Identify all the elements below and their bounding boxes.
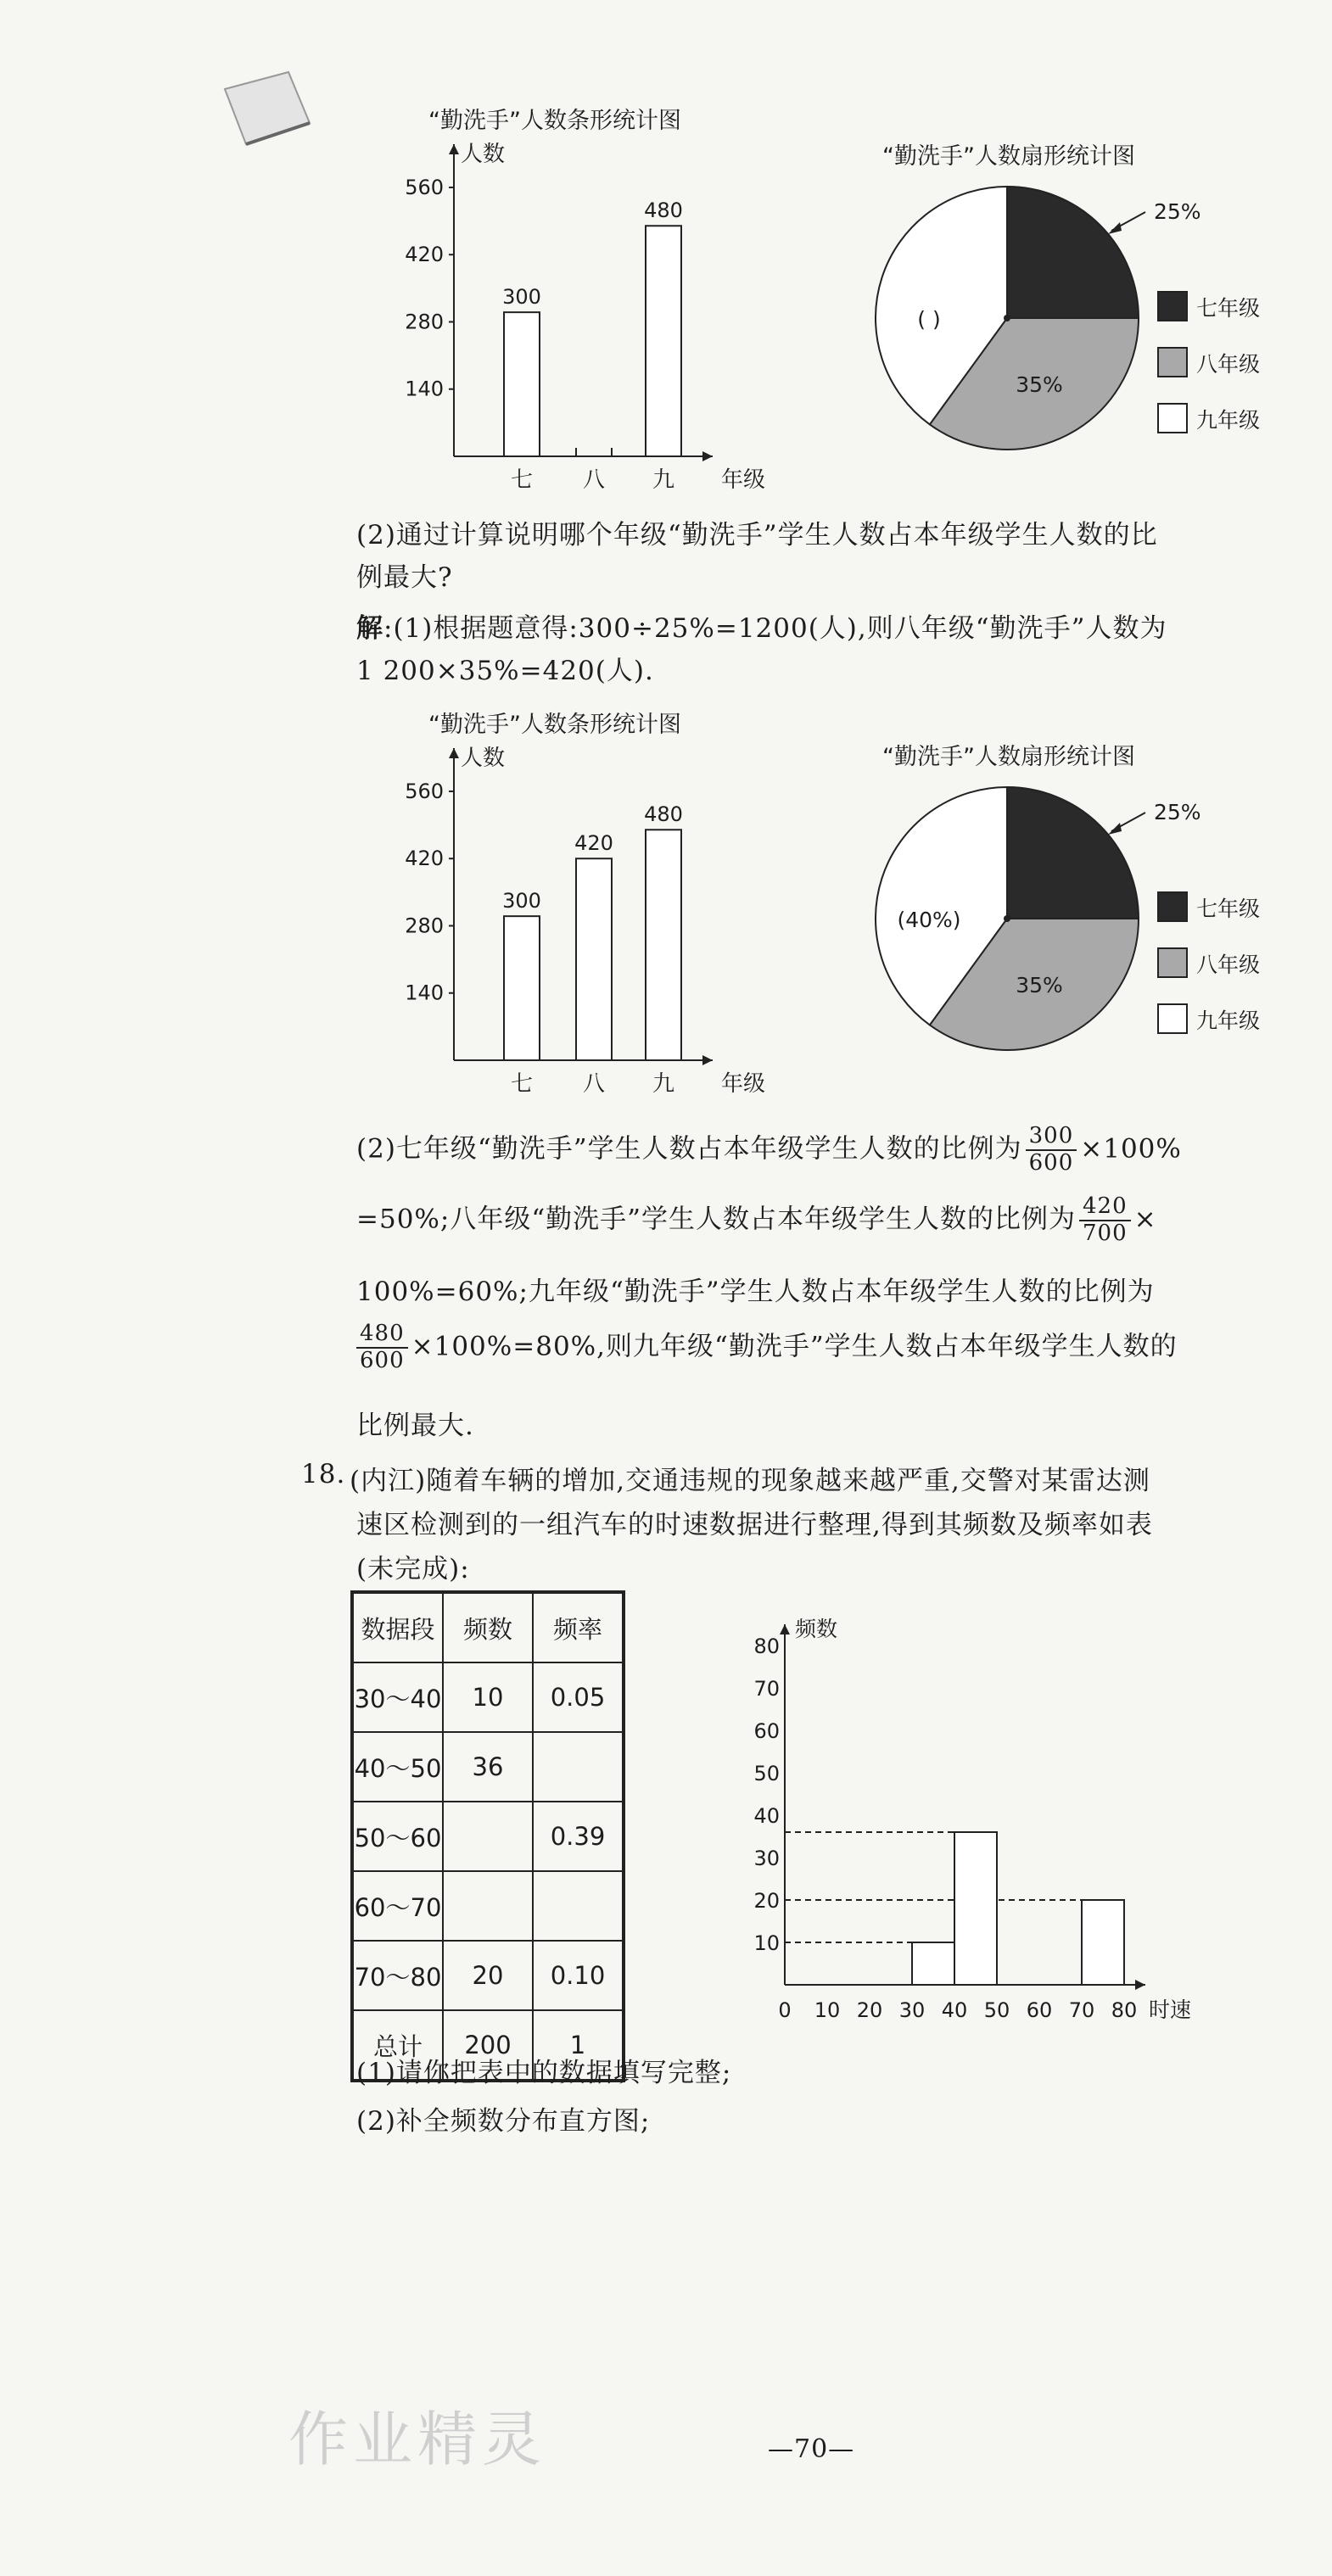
legend-swatch [1158, 348, 1187, 377]
y-tick-label: 40 [753, 1804, 780, 1828]
y-tick-label: 560 [405, 175, 444, 199]
x-tick-label: 70 [1068, 1998, 1095, 2022]
x-axis-arrow [702, 1055, 713, 1065]
question-18-line-2: 速区检测到的一组汽车的时速数据进行整理,得到其频数及频率如表 [356, 1510, 1153, 1540]
x-tick-label: 30 [898, 1998, 926, 2022]
table-cell [443, 1802, 533, 1871]
slice-label: 35% [1016, 372, 1063, 397]
table-cell: 40～50 [352, 1732, 443, 1802]
part2-line-2 [356, 1194, 1157, 1247]
y-tick-label: 10 [753, 1931, 780, 1955]
bar-data-label: 480 [644, 198, 683, 223]
table-cell: 1 [533, 2010, 624, 2081]
leader-arrow [1108, 222, 1122, 234]
table-row [352, 1941, 624, 2010]
page-number: —70— [768, 2434, 855, 2464]
table-cell: 30～40 [352, 1662, 443, 1732]
category-label: 八 [582, 467, 606, 493]
question-18-line-1: (内江)随着车辆的增加,交通违规的现象越来越严重,交警对某雷达测 [350, 1466, 1150, 1496]
question-18-sub-2: (2)补全频数分布直方图; [356, 2106, 651, 2137]
category-label: 九 [652, 467, 675, 493]
fraction-420-700 [1079, 1194, 1131, 1247]
bar [646, 226, 681, 456]
y-tick-label: 420 [405, 847, 444, 871]
table-header-cell: 频数 [443, 1592, 533, 1662]
bar [576, 858, 612, 1060]
part2-line-1-text: (2)七年级“勤洗手”学生人数占本年级学生人数的比例为 [356, 1133, 1022, 1165]
y-tick-label: 280 [405, 310, 444, 334]
bar-chart-title-1: “勤洗手”人数条形统计图 [428, 108, 681, 134]
y-axis-label: 人数 [461, 142, 506, 167]
legend-label: 七年级 [1196, 897, 1261, 921]
frequency-histogram [738, 1595, 1213, 2036]
part2-line-1 [356, 1124, 1182, 1176]
y-axis-label: 人数 [461, 746, 506, 771]
pie-chart-2 [865, 779, 1307, 1059]
category-label: 七 [510, 1071, 534, 1097]
table-cell: 10 [443, 1662, 533, 1732]
part2-line-4-text: ×100%=80%,则九年级“勤洗手”学生人数占本年级学生人数的 [411, 1331, 1178, 1362]
table-cell: 200 [443, 2010, 533, 2081]
bar-chart-2 [356, 731, 798, 1104]
x-axis-label: 时速 [1149, 1998, 1192, 2022]
part2-line-2-text: =50%;八年级“勤洗手”学生人数占本年级学生人数的比例为 [356, 1204, 1077, 1235]
slice-label: 25% [1154, 800, 1201, 824]
y-axis-arrow [449, 144, 459, 154]
legend-label: 九年级 [1196, 1009, 1261, 1033]
y-axis-arrow [449, 748, 459, 758]
leader-arrow [1108, 823, 1122, 835]
table-header-cell: 频率 [533, 1592, 624, 1662]
table-row [352, 1871, 624, 1941]
fraction-480-600 [356, 1322, 408, 1374]
x-axis-label: 年级 [721, 1071, 766, 1097]
fraction-numerator: 300 [1026, 1124, 1077, 1151]
x-tick-label: 80 [1111, 1998, 1138, 2022]
fraction-numerator: 480 [356, 1322, 408, 1349]
x-tick-label: 60 [1026, 1998, 1053, 2022]
y-axis-arrow [780, 1624, 790, 1634]
x-tick-label: 50 [983, 1998, 1010, 2022]
legend-swatch [1158, 892, 1187, 921]
bar [504, 916, 540, 1060]
pie-center [1004, 915, 1010, 922]
table-cell: 总计 [352, 2010, 443, 2081]
question-18-line-3: (未完成): [356, 1554, 470, 1584]
legend-swatch [1158, 948, 1187, 977]
table-row [352, 1802, 624, 1871]
fraction-denominator: 600 [1028, 1149, 1074, 1176]
solution-line-1 [356, 606, 1167, 645]
legend-label: 八年级 [1196, 953, 1261, 977]
y-tick-label: 560 [405, 779, 444, 803]
question-2-line-1: (2)通过计算说明哪个年级“勤洗手”学生人数占本年级学生人数的比 [356, 520, 1158, 550]
bar-data-label: 420 [574, 831, 613, 856]
x-tick-label: 40 [941, 1998, 968, 2022]
part2-line-4 [356, 1322, 1178, 1374]
legend-label: 九年级 [1196, 408, 1261, 433]
table-cell: 50～60 [352, 1802, 443, 1871]
fraction-numerator: 420 [1079, 1194, 1131, 1221]
stamp-icon [208, 64, 327, 165]
bar-data-label: 300 [502, 889, 541, 914]
slice-label: 25% [1154, 199, 1201, 224]
part2-line-3: 100%=60%;九年级“勤洗手”学生人数占本年级学生人数的比例为 [356, 1277, 1155, 1307]
table-cell: 36 [443, 1732, 533, 1802]
bar [504, 312, 540, 456]
table-cell: 60～70 [352, 1871, 443, 1941]
table-header-cell: 数据段 [352, 1592, 443, 1662]
table-cell: 0.39 [533, 1802, 624, 1871]
table-cell: 20 [443, 1941, 533, 2010]
category-label: 九 [652, 1071, 675, 1097]
category-label: 七 [510, 467, 534, 493]
solution-label: 解 [356, 613, 383, 644]
question-18-number: 18. [301, 1459, 346, 1489]
question-2-line-2: 例最大? [356, 562, 453, 593]
table-cell: 70～80 [352, 1941, 443, 2010]
y-tick-label: 70 [753, 1677, 780, 1701]
pie-center [1004, 315, 1010, 321]
solution-line-2: 1 200×35%=420(人). [356, 656, 654, 686]
bar-chart-title-2: “勤洗手”人数条形统计图 [428, 712, 681, 738]
y-tick-label: 140 [405, 377, 444, 401]
y-tick-label: 140 [405, 981, 444, 1005]
table-cell: 0.10 [533, 1941, 624, 2010]
table-header-row [352, 1592, 624, 1662]
pie-chart-title-2: “勤洗手”人数扇形统计图 [882, 744, 1135, 770]
histogram-bar [1082, 1900, 1124, 1985]
x-tick-label: 10 [814, 1998, 841, 2022]
table-cell [443, 1871, 533, 1941]
table-cell [533, 1732, 624, 1802]
y-axis-label: 频数 [795, 1617, 838, 1641]
histogram-bar [954, 1832, 997, 1985]
fraction-300-600 [1026, 1124, 1077, 1176]
pie-slice [1007, 787, 1139, 919]
slice-label: ( ) [917, 307, 941, 332]
pie-chart-1 [865, 178, 1307, 458]
bar-data-label: 480 [644, 802, 683, 827]
x-axis-arrow [1135, 1980, 1145, 1990]
slice-label: (40%) [897, 908, 961, 932]
y-tick-label: 30 [753, 1847, 780, 1870]
solution-text-1: :(1)根据题意得:300÷25%=1200(人),则八年级“勤洗手”人数为 [383, 613, 1167, 644]
question-18-sub-1: (1)请你把表中的数据填写完整; [356, 2058, 732, 2088]
x-axis-arrow [702, 451, 713, 461]
bar-data-label: 300 [502, 285, 541, 310]
table-cell [533, 1871, 624, 1941]
histogram-bar [912, 1942, 954, 1985]
category-label: 八 [582, 1071, 606, 1097]
y-tick-label: 80 [753, 1634, 780, 1658]
slice-label: 35% [1016, 973, 1063, 997]
legend-swatch [1158, 404, 1187, 433]
legend-swatch [1158, 1004, 1187, 1033]
part2-line-1-tail: ×100% [1080, 1133, 1182, 1165]
pie-slice [1007, 187, 1139, 318]
pie-chart-title-1: “勤洗手”人数扇形统计图 [882, 143, 1135, 170]
x-tick-label: 20 [856, 1998, 883, 2022]
legend-label: 八年级 [1196, 352, 1261, 377]
legend-swatch [1158, 292, 1187, 321]
fraction-denominator: 700 [1083, 1220, 1128, 1246]
frequency-table [350, 1590, 625, 2082]
bar-chart-1 [356, 127, 798, 500]
x-axis-label: 年级 [721, 467, 766, 493]
watermark: 作业精灵 [288, 2405, 546, 2474]
bar [646, 830, 681, 1060]
legend-label: 七年级 [1196, 296, 1261, 321]
x-tick-label: 0 [778, 1998, 792, 2022]
y-tick-label: 20 [753, 1889, 780, 1913]
y-tick-label: 420 [405, 243, 444, 267]
table-row [352, 1662, 624, 1732]
part2-line-2-tail: × [1133, 1204, 1157, 1235]
fraction-denominator: 600 [360, 1347, 405, 1373]
y-tick-label: 60 [753, 1719, 780, 1743]
table-row [352, 1732, 624, 1802]
table-cell: 0.05 [533, 1662, 624, 1732]
y-tick-label: 280 [405, 914, 444, 938]
y-tick-label: 50 [753, 1762, 780, 1785]
part2-line-5: 比例最大. [356, 1411, 474, 1441]
